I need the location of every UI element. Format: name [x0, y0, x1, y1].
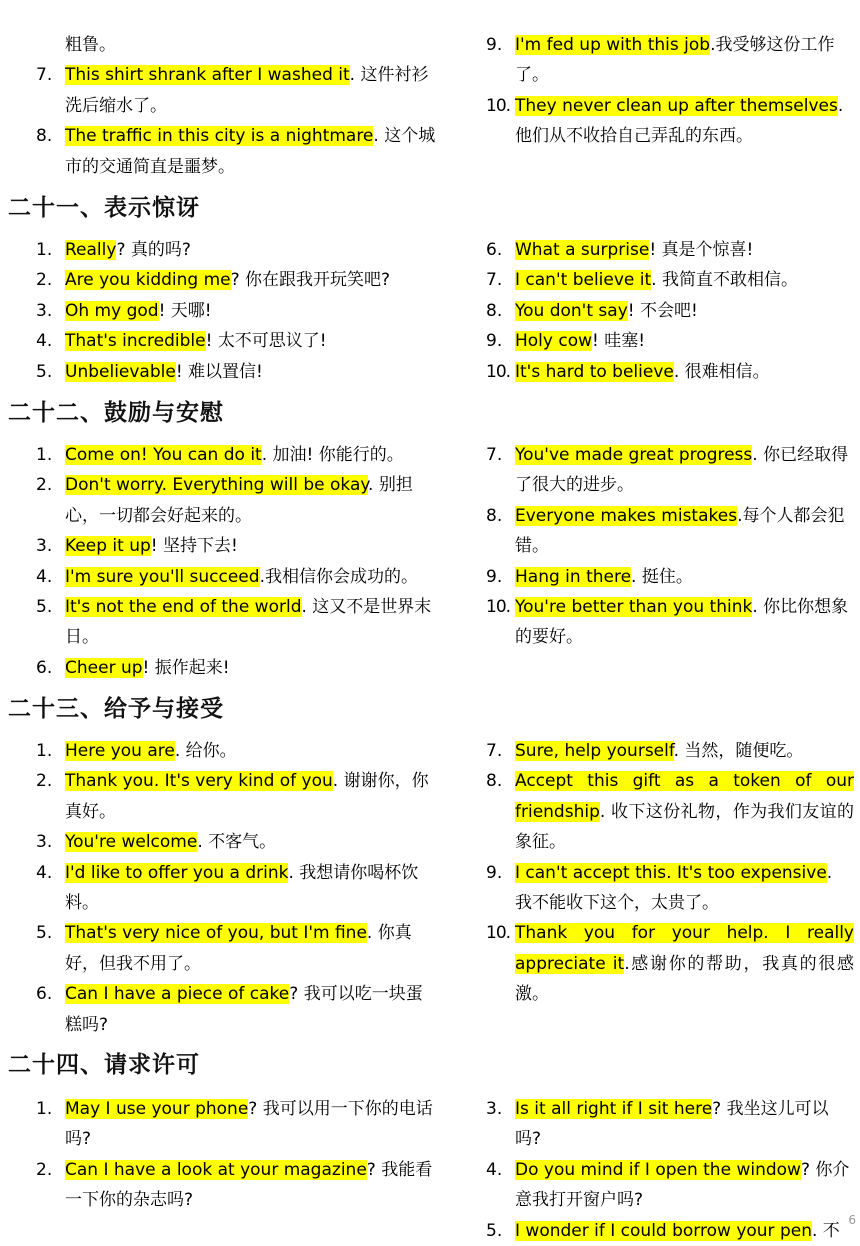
english-phrase: Come on! You can do it: [65, 445, 262, 465]
english-phrase: Are you kidding me: [65, 270, 231, 291]
chinese-translation: . 我简直不敢相信。: [651, 270, 798, 291]
item-number: 4.: [36, 331, 53, 352]
list-item: [486, 562, 854, 592]
chinese-translation: ! 振作起来!: [142, 657, 230, 678]
english-phrase: Do you mind if I open the window: [515, 1159, 801, 1180]
chinese-translation: . 给你。: [174, 741, 237, 761]
list-item: [36, 1094, 436, 1155]
item-number: 5.: [486, 1220, 503, 1241]
list-item: [36, 470, 436, 531]
chinese-translation: . 这个城市的交通简直是噩梦。: [65, 126, 436, 177]
chinese-translation: .每个人都会犯错。: [515, 505, 845, 557]
list-item: [486, 918, 854, 1009]
list-item: [36, 858, 436, 919]
english-phrase: Cheer up: [65, 657, 143, 678]
english-phrase: Thank you. It's very kind of you: [65, 771, 333, 792]
list-item: [486, 858, 854, 919]
item-number: 9.: [486, 862, 503, 883]
chinese-translation: ? 真的吗?: [116, 240, 191, 260]
english-phrase: Here you are: [65, 741, 175, 761]
list-item: [36, 440, 436, 470]
chinese-translation: ! 真是个惊喜!: [649, 240, 754, 260]
list-item: [486, 592, 854, 653]
list-item: [36, 562, 436, 592]
chinese-translation: . 不客气。: [197, 832, 277, 853]
english-phrase: That's very nice of you, but I'm fine: [65, 923, 367, 944]
english-phrase: Is it all right if I sit here: [515, 1099, 713, 1119]
list-item: [486, 501, 854, 562]
item-number: 5.: [36, 597, 53, 618]
list-item: [36, 653, 436, 683]
english-phrase: The traffic in this city is a nightmare: [65, 126, 374, 147]
item-number: 6.: [36, 657, 53, 678]
list-item: [486, 235, 854, 265]
chinese-translation: ? 你在跟我开玩笑吧?: [230, 270, 391, 291]
item-number: 4.: [36, 566, 53, 587]
chinese-translation: ! 哇塞!: [592, 331, 646, 352]
item-number: 8.: [36, 126, 53, 147]
chinese-translation: ? 我可以用一下你的电话吗?: [65, 1099, 433, 1150]
item-number: 7.: [486, 270, 503, 291]
english-phrase: Hang in there: [515, 566, 632, 587]
list-item: [486, 326, 854, 356]
english-phrase: I wonder if I could borrow your pen: [515, 1220, 812, 1241]
section-heading: 二十四、请求许可: [8, 1052, 200, 1078]
english-phrase: You don't say: [515, 300, 628, 321]
section-21-right: [486, 235, 854, 387]
list-item: [486, 440, 854, 501]
chinese-translation: ! 天哪!: [158, 300, 212, 321]
list-item: [486, 265, 854, 295]
english-phrase: Accept this gift as a token of our friendship: [515, 771, 854, 822]
english-phrase: It's not the end of the world: [65, 597, 302, 618]
item-number: 1.: [36, 1099, 53, 1119]
english-phrase: Really: [65, 240, 117, 260]
item-number: 3.: [486, 1099, 503, 1119]
list-item: [486, 736, 854, 766]
section-22-left: [36, 440, 436, 683]
item-number: 1.: [36, 741, 53, 761]
english-phrase: What a surprise: [515, 240, 650, 260]
chinese-translation: . 谢谢你，你真好。: [65, 771, 429, 822]
list-item: [36, 736, 436, 766]
english-phrase: Can I have a piece of cake: [65, 984, 290, 1005]
item-number: 10.: [486, 923, 511, 944]
english-phrase: I can't believe it: [515, 270, 652, 291]
item-number: 7.: [486, 445, 503, 465]
chinese-translation: . 很难相信。: [673, 361, 770, 382]
chinese-translation: ? 我可以吃一块蛋糕吗?: [65, 984, 423, 1035]
item-number: 2.: [36, 771, 53, 792]
chinese-translation: . 这件衬衫洗后缩水了。: [65, 65, 429, 116]
english-phrase: Thank you for your help. I really appreciate it: [515, 923, 854, 974]
item-number: 4.: [36, 862, 53, 883]
continued-text: 粗鲁。: [65, 35, 116, 55]
top-right-column: [486, 30, 854, 152]
chinese-translation: . 收下这份礼物，作为我们友谊的象征。: [515, 801, 854, 853]
chinese-translation: ! 坚持下去!: [150, 536, 238, 557]
item-number: 9.: [486, 566, 503, 587]
section-23-right: [486, 736, 854, 1010]
list-item: [486, 357, 854, 387]
english-phrase: I'd like to offer you a drink: [65, 862, 289, 883]
section-23-left: [36, 736, 436, 1040]
chinese-translation: .我相信你会成功的。: [259, 566, 418, 587]
item-number: 10.: [486, 95, 511, 116]
chinese-translation: ! 不会吧!: [627, 300, 698, 321]
item-number: 8.: [486, 300, 503, 321]
english-phrase: I'm fed up with this job: [515, 35, 711, 55]
list-item: [36, 235, 436, 265]
chinese-translation: ? 你介意我打开窗户吗?: [515, 1159, 850, 1211]
chinese-translation: .我受够这份工作了。: [515, 35, 835, 86]
chinese-translation: . 加油! 你能行的。: [261, 445, 404, 465]
item-number: 4.: [486, 1159, 503, 1180]
item-number: 1.: [36, 240, 53, 260]
list-item: [36, 979, 436, 1040]
chinese-translation: . 我不能收下这个，太贵了。: [515, 862, 833, 914]
list-item: [486, 296, 854, 326]
english-phrase: This shirt shrank after I washed it: [65, 65, 350, 86]
section-heading: 二十二、鼓励与安慰: [8, 400, 224, 426]
list-item: [36, 766, 436, 827]
section-heading: 二十一、表示惊讶: [8, 195, 200, 221]
item-number: 2.: [36, 270, 53, 291]
list-item: [36, 357, 436, 387]
english-phrase: You're welcome: [65, 832, 198, 853]
chinese-translation: . 你已经取得了很大的进步。: [515, 445, 849, 496]
list-item: [36, 592, 436, 653]
english-phrase: May I use your phone: [65, 1099, 249, 1119]
chinese-translation: . 不: [811, 1220, 840, 1241]
chinese-translation: ? 我能看一下你的杂志吗?: [65, 1159, 433, 1211]
item-number: 10.: [486, 597, 511, 618]
item-number: 2.: [36, 1159, 53, 1180]
english-phrase: Don't worry. Everything will be okay: [65, 475, 369, 496]
item-number: 7.: [36, 65, 53, 86]
list-item: [36, 1155, 436, 1216]
chinese-translation: . 挺住。: [631, 566, 693, 587]
item-number: 6.: [486, 240, 503, 260]
list-item: [36, 326, 436, 356]
list-item: [486, 1155, 854, 1216]
english-phrase: Unbelievable: [65, 361, 176, 382]
chinese-translation: ! 太不可思议了!: [205, 331, 327, 352]
chinese-translation: . 当然，随便吃。: [673, 741, 804, 761]
list-item: [36, 918, 436, 979]
english-phrase: Holy cow: [515, 331, 593, 352]
english-phrase: Oh my god: [65, 300, 159, 321]
english-phrase: Everyone makes mistakes: [515, 505, 738, 526]
list-item: [36, 265, 436, 295]
english-phrase: They never clean up after themselves: [515, 95, 838, 116]
top-left-column: [36, 30, 436, 182]
list-item: [486, 766, 854, 857]
section-heading: 二十三、给予与接受: [8, 696, 224, 722]
list-item: [36, 121, 436, 182]
list-item: [36, 531, 436, 561]
item-number: 3.: [36, 300, 53, 321]
page-number: 6: [848, 1213, 856, 1227]
item-number: 6.: [36, 984, 53, 1005]
chinese-translation: ! 难以置信!: [175, 361, 263, 382]
item-number: 9.: [486, 35, 503, 55]
chinese-translation: ? 我坐这儿可以吗?: [515, 1099, 829, 1150]
chinese-translation: . 别担心，一切都会好起来的。: [65, 475, 413, 526]
item-number: 8.: [486, 771, 503, 792]
item-number: 5.: [36, 361, 53, 382]
item-number: 10.: [486, 361, 511, 382]
item-number: 9.: [486, 331, 503, 352]
section-21-left: [36, 235, 436, 387]
section-24-left: [36, 1094, 436, 1216]
item-number: 8.: [486, 505, 503, 526]
item-number: 1.: [36, 445, 53, 465]
english-phrase: Keep it up: [65, 536, 151, 557]
list-item: [486, 30, 854, 91]
english-phrase: I can't accept this. It's too expensive: [515, 862, 827, 883]
chinese-translation: . 你比你想象的要好。: [515, 597, 849, 648]
item-number: 5.: [36, 923, 53, 944]
chinese-translation: . 我想请你喝杯饮料。: [65, 862, 419, 914]
english-phrase: I'm sure you'll succeed: [65, 566, 260, 587]
item-number: 3.: [36, 536, 53, 557]
english-phrase: You're better than you think: [515, 597, 753, 618]
item-number: 3.: [36, 832, 53, 853]
english-phrase: Sure, help yourself: [515, 741, 674, 761]
english-phrase: That's incredible: [65, 331, 206, 352]
chinese-translation: . 这又不是世界末日。: [65, 597, 432, 648]
english-phrase: It's hard to believe: [515, 361, 674, 382]
chinese-translation: .感谢你的帮助，我真的很感激。: [515, 953, 854, 1005]
list-item: [486, 1216, 854, 1246]
english-phrase: You've made great progress: [515, 445, 753, 465]
item-number: 2.: [36, 475, 53, 496]
list-item: [36, 827, 436, 857]
chinese-translation: . 他们从不收拾自己弄乱的东西。: [515, 95, 844, 147]
list-item: [36, 296, 436, 326]
english-phrase: Can I have a look at your magazine: [65, 1159, 367, 1180]
section-22-right: [486, 440, 854, 653]
chinese-translation: . 你真好，但我不用了。: [65, 923, 412, 974]
section-24-right: [486, 1094, 854, 1246]
list-item: [486, 91, 854, 152]
list-item: [36, 60, 436, 121]
list-item: [486, 1094, 854, 1155]
item-number: 7.: [486, 741, 503, 761]
